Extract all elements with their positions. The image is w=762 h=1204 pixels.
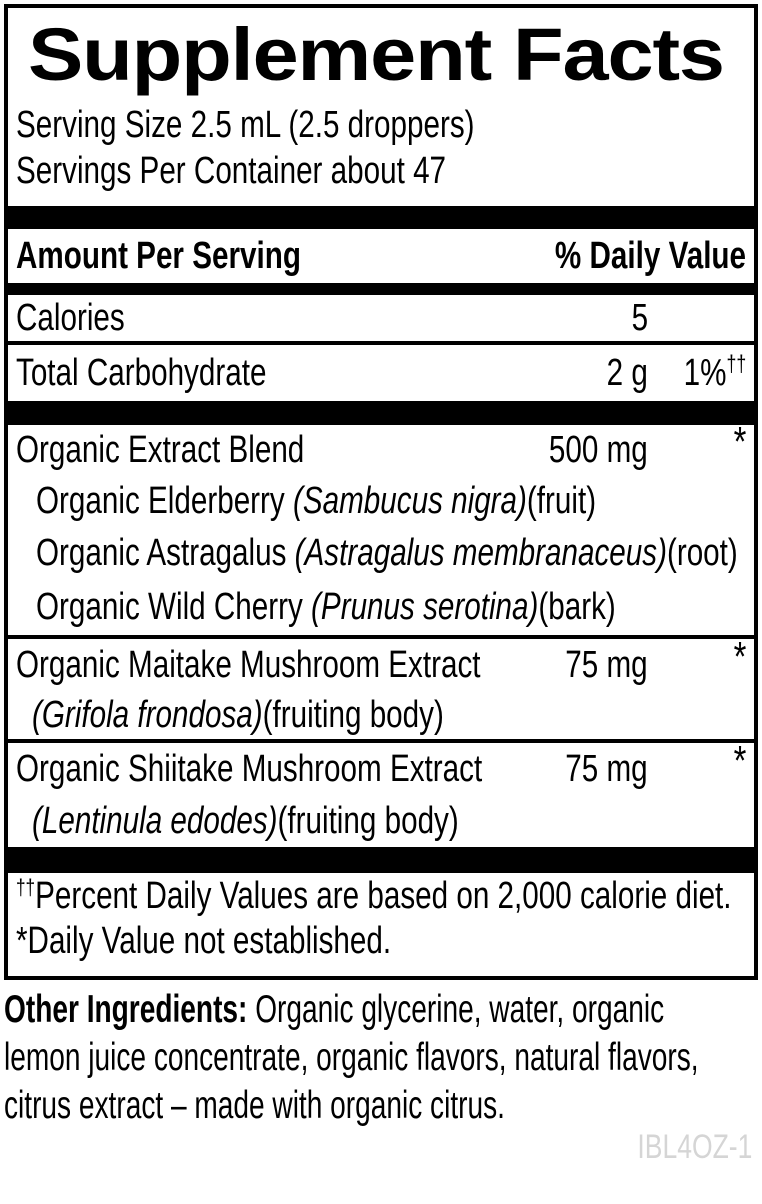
blend-item-elderberry: Organic Elderberry (Sambucus nigra)(fruit)	[36, 479, 597, 522]
latin-name: (Sambucus nigra)	[292, 479, 527, 522]
latin-name: (Grifola frondosa)	[32, 693, 263, 736]
thick-divider-bar	[8, 847, 754, 873]
thick-divider-bar	[8, 401, 754, 425]
asterisk: *	[733, 418, 746, 465]
total-carbohydrate-name: Total Carbohydrate	[16, 351, 267, 394]
extract-blend-dv	[648, 418, 746, 474]
asterisk: *	[733, 633, 746, 680]
calories-amount: 5	[631, 296, 648, 339]
other-ingredients-label: Other Ingredients:	[4, 988, 248, 1031]
shiitake-amount: 75 mg	[565, 747, 648, 790]
servings-per-container-text: Servings Per Container about 47	[16, 149, 447, 192]
other-ingredients-line-1: Other Ingredients: Organic glycerine, water, organic	[4, 988, 665, 1031]
total-carbohydrate-dv: 1%††	[683, 349, 746, 394]
product-code-text: IBL4OZ-1	[637, 1127, 752, 1166]
daily-value-footnote: ††Percent Daily Values are based on 2,000 calorie diet.	[16, 873, 732, 917]
extract-blend-name: Organic Extract Blend	[16, 428, 305, 471]
shiitake-subline: (Lentinula edodes)(fruiting body)	[32, 799, 459, 842]
other-ingredients-line-3: citrus extract – made with organic citrus.	[4, 1084, 505, 1127]
maitake-row	[8, 633, 754, 691]
shiitake-dv	[648, 737, 746, 793]
calories-row	[8, 295, 754, 341]
supplement-facts-panel	[4, 4, 758, 980]
calories-name: Calories	[16, 296, 125, 339]
amount-per-serving-header: Amount Per Serving	[16, 234, 301, 277]
blend-item-wild-cherry: Organic Wild Cherry (Prunus serotina)(bark)	[36, 585, 616, 628]
shiitake-row	[8, 737, 754, 795]
panel-title	[8, 8, 754, 102]
asterisk: *	[733, 737, 746, 784]
product-code	[0, 1127, 762, 1166]
dagger-superscript: ††	[726, 349, 746, 376]
column-header-row	[8, 229, 754, 283]
extract-blend-amount: 500 mg	[549, 428, 648, 471]
latin-name: (Lentinula edodes)	[32, 799, 278, 842]
extract-blend-row	[8, 418, 754, 475]
maitake-name: Organic Maitake Mushroom Extract	[16, 643, 481, 686]
panel-title-text: Supplement Facts	[28, 13, 724, 96]
serving-size-line	[8, 102, 754, 148]
maitake-subline: (Grifola frondosa)(fruiting body)	[32, 693, 444, 736]
other-ingredients-line-2: lemon juice concentrate, organic flavors, natural flavors,	[4, 1036, 699, 1079]
latin-name: (Prunus serotina)	[311, 585, 539, 628]
medium-divider-bar	[8, 283, 754, 295]
dagger-superscript: ††	[16, 873, 36, 899]
maitake-amount: 75 mg	[565, 643, 648, 686]
total-carbohydrate-amount: 2 g	[606, 351, 648, 394]
serving-size-text: Serving Size 2.5 mL (2.5 droppers)	[16, 103, 475, 146]
other-ingredients-section	[0, 986, 762, 1130]
total-carbohydrate-row	[8, 345, 754, 401]
asterisk-footnote: *Daily Value not established.	[16, 919, 392, 962]
servings-per-container-line	[8, 148, 754, 194]
blend-item-astragalus: Organic Astragalus (Astragalus membranaceus)(root)	[36, 531, 738, 574]
maitake-dv	[648, 633, 746, 689]
daily-value-header: % Daily Value	[554, 234, 746, 277]
latin-name: (Astragalus membranaceus)	[294, 531, 667, 574]
shiitake-name: Organic Shiitake Mushroom Extract	[16, 747, 483, 790]
thick-divider-bar	[8, 206, 754, 229]
